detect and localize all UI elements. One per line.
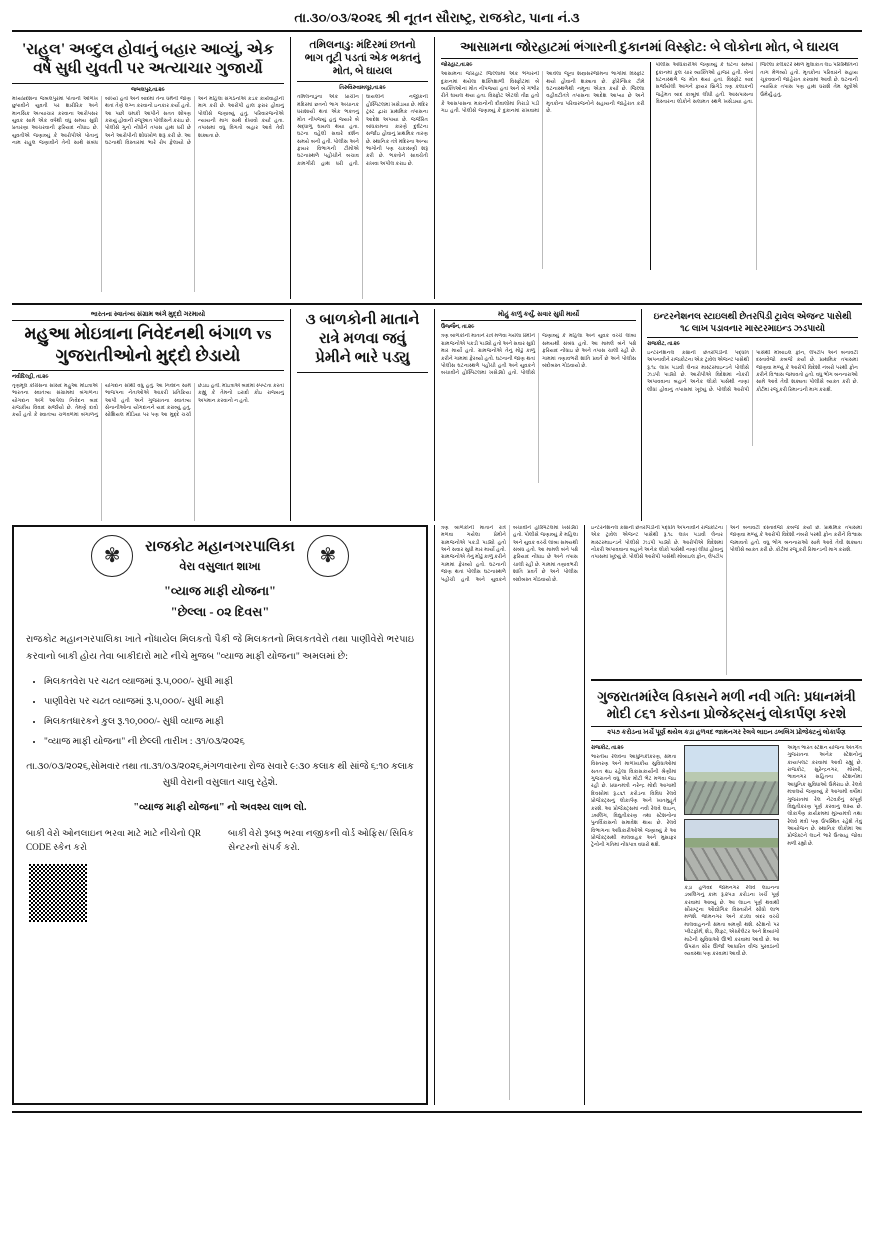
ad-online-payment-text: બાકી વેરો ઓનલાઇન ભરવા માટે માટે નીચેનો QR CODE સ્કેન કરો <box>26 827 202 853</box>
divider <box>297 372 428 373</box>
feature-text-col1: ભારતીય રેલવેના આધુનિકીકરણ, ક્ષમતા વિસ્તરણ અને માળખાકીય સુવિધાઓમાં સતત થઇ રહેલા વિકાસકાર્યોની શ્રેણીમાં ગુજરાતને વધુ એક મોટી ભેટ મળવા જઇ રહી છે. પ્રધાનમંત્રી નરેન્દ્ર મોદી આગામી દિવસોમાં રૂ.૮૬૧ કરોડના વિવિધ રેલવે પ્રોજેક્ટ્સનું લોકાર્પણ અને ખાતમુહૂર્ત કરશે. આ પ્રોજેક્ટ્સમાં નવી રેલવે લાઇન, ડબલિંગ, વિદ્યુતીકરણ તથા સ્ટેશનોના પુનર્વિકાસનો સમાવેશ થાય છે. રેલવે વિભાગના અધિકારીઓએ જણાવ્યું કે આ પ્રોજેક્ટ્સથી માલવાહક અને મુસાફર ટ્રેનોની ગતિમાં નોંધપાત્ર વધારો થશે. <box>591 753 677 849</box>
ad-org-name: રાજકોટ મહાનગરપાલિકા <box>145 538 295 555</box>
story-assam-byline: જોરહાટ,તા.૨૯ <box>441 62 473 69</box>
rmc-advertisement <box>12 525 428 1105</box>
rmc-logo-right-icon: ✾ <box>307 535 349 577</box>
story-rahul-text: મધ્યપ્રદેશના જબલપુરમાં પોતાની ઓળખ છુપાવીને યુવતી પર શારીરિક અને માનસિક અત્યાચાર કરવાના આરોપસર યુવક સામે એક વર્ષથી વધુ સમય સુધી પ્રતારણા આચરવાની ફરિયાદ નોંધાઇ છે. યુવતીએ જણાવ્યું કે આરોપીએ પોતાનું નામ રાહુલ જણાવીને તેની સાથે સંબંધ બાંધ્યો હતો અને બાદમાં તેના ધર્મની જાણ થતાં તેણે લગ્ન કરવાનો ઇનકાર કર્યો હતો. આ પછી ધમકી આપીને સતત શોષણ કરાયું હોવાની રજૂઆત પોલીસને કરાઇ છે. પોલીસે ગુનો નોંધીને તપાસ હાથ ધરી છે અને આરોપીની શોધખોળ શરૂ કરી છે. આ ઘટનાથી વિસ્તારમાં ભારે રોષ ફેલાયો છે અને મહિલા સંગઠનોએ કડક કાર્યવાહીની માગ કરી છે. આરોપી હાલ ફરાર હોવાનું પોલીસે જણાવ્યું હતું. પરિવારજનોએ ન્યાયની માગ સાથે દેખાવો કર્યા હતા. તપાસમાં વધુ વિગતો બહાર આવે તેવી શક્યતા છે. <box>12 95 284 146</box>
story-assam-text-cont: પોલીસ અધિકારીએ જણાવ્યું કે ઘટના સમયે દુકાનમાં કુલ ચાર વ્યક્તિઓ હાજર હતી. બેનાં ઘટનાસ્થળે જ મોત થયાં હતાં. વિસ્ફોટ બાદ સર્જાયેલી આગને ફાયર બ્રિગેડે ત્રણ કલાકની જહેમત બાદ કાબૂમાં લીધી હતી. આસપાસના વિસ્તારના લોકોને સલામત સ્થળે ખસેડાયા હતા. જિલ્લા કલેક્ટરે સ્થળ મુલાકાત લઇ પરિસ્થિતિનો તાગ મેળવ્યો હતો. મૃતકોના પરિવારને સહાય ચૂકવવાની જાહેરાત કરવામાં આવી છે. ઘટનાની ન્યાયિક તપાસ પણ હાથ ધરાશે તેમ સૂત્રોએ ઉમેર્યું હતું. <box>655 62 858 106</box>
story-rahul-headline: 'રાહુલ' અબ્દુલ હોવાનું બહાર આવ્યું, એક વર્ષ સુધી યુવતી પર અત્યાચાર ગુજાર્યો <box>22 41 274 78</box>
feature-rail-projects <box>584 525 862 1105</box>
story-temple-byline: તિરુવિરુવામલૂર,તા.૨૯ <box>339 85 386 92</box>
page-bottom-rule <box>12 1111 862 1113</box>
feature-headline: ગુજરાતમાંરેલ વિકાસને મળી નવી ગતિ: પ્રધાનમંત્રી મોદી ૮૬૧ કરોડના પ્રોજેક્ટ્સનું લોકાર્પણ કરશે <box>597 688 856 722</box>
story-ujjain-headline: ૩ બાળકોની માતાને રાત્રે મળવા જવું પ્રેમીને ભારે પડ્યુ <box>305 312 420 366</box>
ad-dept-name: વેરા વસુલાત શાખા <box>179 560 261 573</box>
story-ujjain-byline: ઉજ્જૈન, તા.૨૯ <box>441 324 475 331</box>
story-travel-byline: રાજકોટ, તા.૨૯ <box>647 340 680 347</box>
divider <box>12 303 862 305</box>
story-temple-headline: તમિલનાડુ: મંદિરમાં છતનો ભાગ તૂટી પડતાં એક ભક્તનું મોત, બે ઘાયલ <box>304 40 421 78</box>
ad-offline-payment-text: બાકી વેરો રૂબરૂ ભરવા નજીકની વોર્ડ ઓફિસ/ સિવિક સેન્ટરનો સંપર્ક કરો. <box>228 827 414 853</box>
ad-benefits-list <box>44 673 414 751</box>
center-continuation <box>434 525 584 1105</box>
feature-text-col3: અમૃત ભારત સ્ટેશન યોજના અંતર્ગત ગુજરાતના અનેક સ્ટેશનોનું કાયાપલટ કરવામાં આવી રહ્યું છે. રાજકોટ, સુરેન્દ્રનગર, મોરબી, ભાવનગર સહિતના સ્ટેશનોમાં આધુનિક સુવિધાઓ ઉમેરાઇ છે. રેલવે મંત્રાલયે જણાવ્યું કે આગામી વર્ષોમાં ગુજરાતમાં રેલ નેટવર્કનું સંપૂર્ણ વિદ્યુતીકરણ પૂર્ણ કરવાનું લક્ષ્ય છે. લોકાર્પણ કાર્યક્રમમાં મુખ્યમંત્રી તથા રેલવે મંત્રી પણ ઉપસ્થિત રહેશે તેવું આયોજન છે. સ્થાનિક લોકોમાં આ પ્રોજેક્ટને લઇને ભારે ઉત્સાહ જોવા મળી રહ્યો છે. <box>787 744 862 847</box>
story-mahua-text: તૃણમૂલ કોંગ્રેસના સાંસદ મહુઆ મોઇત્રાએ ભારતના સ્વાતંત્ર્ય સંગ્રામમાં બંગાળના યોગદાન અંગે આપેલા નિવેદન બાદ રાજકીય વિવાદ સર્જાયો છે. તેમણે દાવો કર્યો હતો કે સ્વાતંત્ર્ય ચળવળમાં બંગાળનું યોગદાન સૌથી વધુ હતું. આ નિવેદન સામે ભાજપના નેતાઓએ આકરી પ્રતિક્રિયા આપી હતી અને ગુજરાતના સ્વાતંત્ર્ય સેનાનીઓના યોગદાનને યાદ કરાવ્યું હતું. સોશિયલ મીડિયા પર પણ આ મુદ્દે ચર્ચા છેડાઇ હતી. મોઇત્રાએ બાદમાં સ્પષ્ટતા કરતાં કહ્યું કે તેમનો ઇરાદો કોઇ રાજ્યનું અપમાન કરવાનો ન હતો. <box>12 382 284 419</box>
story-assam-text: આસામના જોરહાટ જિલ્લામાં એક ભંગારની દુકાનમાં થયેલા શક્તિશાળી વિસ્ફોટમાં બે વ્યક્તિઓનાં મોત નીપજ્યાં હતાં અને બે ગંભીર રીતે ઘાયલ થયા હતા. વિસ્ફોટ એટલો તીવ્ર હતો કે આસપાસના મકાનોની દીવાલોમાં તિરાડો પડી ગઇ હતી. પોલીસે જણાવ્યું કે દુકાનમાં રાખવામાં આવેલા જૂના શસ્ત્રસરંજામના ભાગોમાં વિસ્ફોટ થયો હોવાની શક્યતા છે. ફોરેન્સિક ટીમે ઘટનાસ્થળેથી નમૂના એકત્ર કર્યા છે. જિલ્લા વહીવટીતંત્રે તપાસના આદેશ આપ્યા છે અને મૃતકોના પરિવારજનોને સહાયની જાહેરાત કરી છે. <box>441 71 645 115</box>
story-rahul <box>12 37 290 299</box>
story-mahua-headline: મહુઆ મોઇત્રાના નિવેદનથી બંગાળ vs ગુજરાતીઓનો મુદ્દો છેડાયો <box>24 324 272 365</box>
list-item: • મિલકતધારકને કુલ રૂ.૧૦,૦૦૦/- સુધી વ્યાજ માફી <box>44 713 414 732</box>
ad-intro-text: રાજકોટ મહાનગરપાલિકા ખાતે નોંધાયેલ મિલકતો પૈકી જે મિલકતનો મિલકતવેરો તથા પાણીવેરો ભરપાઇ કરવાનો બાકી હોય તેવા બાકીદારો માટે નીચે મુજબ "વ્યાજ માફી યોજના" અમલમાં છે: <box>26 633 414 662</box>
feature-body <box>591 741 862 1097</box>
divider <box>591 679 862 681</box>
story-temple-text: તમિલનાડુના એક પ્રાચીન મંદિરમાં છતનો ભાગ અચાનક ધરાશાયી થતાં એક ભક્તનું મોત નીપજ્યું હતું જ્યારે બે શ્રદ્ધાળુ ઘાયલ થયા હતા. ઘટના વહેલી સવારે દર્શન સમયે બની હતી. પોલીસ અને ફાયર વિભાગની ટીમોએ ઘટનાસ્થળે પહોંચીને બચાવ કામગીરી હાથ ધરી હતી. ઘાયલોને નજીકની હોસ્પિટલમાં ખસેડાયા છે. મંદિર ટ્રસ્ટ દ્વારા પ્રાથમિક તપાસના આદેશ અપાયા છે. જર્જરિત બાંધકામના કારણે દુર્ઘટના સર્જાઇ હોવાનું પ્રાથમિક તારણ છે. સ્થાનિક તંત્રે મંદિરના અન્ય ભાગોની પણ ચકાસણી શરૂ કરી છે. ભક્તોને સાવચેતી રાખવા અપીલ કરાઇ છે. <box>297 94 428 167</box>
story-mahua-strap: ભારતના સ્વાતંત્ર્ય સંગ્રામ અંગે મુદ્દો ગરમાયો <box>90 311 206 319</box>
story-ujjain-text-cont: ત્રણ બાળકોની માતાને રાત્રે મળવા ગયેલા પ્રેમીને ગ્રામજનોએ પકડી પાડ્યો હતો અને સવાર સુધી માર માર્યો હતો. ગ્રામજનોએ તેનું મોઢું કાળું કરીને ગામમાં ફેરવ્યો હતો. ઘટનાની જાણ થતાં પોલીસ ઘટનાસ્થળે પહોંચી હતી અને યુવકને બચાવીને હોસ્પિટલમાં ખસેડ્યો હતો. પોલીસે જણાવ્યું કે મહિલા અને યુવક વચ્ચે લાંબા સમયથી સંબંધ હતો. આ મામલે બંને પક્ષે ફરિયાદ નોંધાઇ છે અને તપાસ ચાલી રહી છે. ગામમાં તણાવભરી શાંતિ પ્રવર્તે છે અને પોલીસ બંદોબસ્ત ગોઠવાયો છે. <box>441 524 578 583</box>
mid-story-band <box>12 309 862 521</box>
top-story-band <box>12 37 862 299</box>
list-item: • મિલકતવેરા પર ચઢત વ્યાજમાં રૂ.૫,૦૦૦/- સુધી માફી <box>44 673 414 692</box>
story-rahul-byline: જબલપુર,તા.૨૯ <box>131 86 165 93</box>
story-travel-agent <box>641 309 858 521</box>
railway-station-photo <box>684 745 779 815</box>
story-travel-text: ઇન્ટરનેશનલ કક્ષાની છેતરપિંડીની પદ્ધતિ અપનાવીને રાજકોટના એક ટ્રાવેલ એજન્ટ પાસેથી રૂ.૧૮ લાખ પડાવી લેનાર માસ્ટરમાઇન્ડને પોલીસે ઝડપી પાડ્યો છે. આરોપીએ વિદેશમાં નોકરી અપાવવાના બહાને અનેક લોકો પાસેથી નાણાં લીધાં હોવાનું તપાસમાં ખૂલ્યું છે. પોલીસે આરોપી પાસેથી મોબાઇલ ફોન, લેપટોપ અને બનાવટી દસ્તાવેજો કબજે કર્યા છે. પ્રાથમિક તપાસમાં જાણવા મળ્યું કે આરોપી વિદેશી નંબરો પરથી ફોન કરીને વિશ્વાસ જમાવતો હતો. વધુ ભોગ બનનારાઓ સામે આવે તેવી શક્યતા પોલીસે વ્યક્ત કરી છે. કોર્ટમાં રજૂ કરી રિમાન્ડની માગ કરાશે. <box>647 349 858 393</box>
railway-platform-photo <box>684 819 779 881</box>
ad-footer <box>26 826 414 925</box>
story-temple <box>290 37 434 299</box>
ad-tagline: "છેલ્લા - ૦૨ દિવસ" <box>170 604 270 619</box>
story-travel-text-cont: ઇન્ટરનેશનલ કક્ષાની છેતરપિંડીની પદ્ધતિ અપનાવીને રાજકોટના એક ટ્રાવેલ એજન્ટ પાસેથી રૂ.૧૮ લાખ પડાવી લેનાર માસ્ટરમાઇન્ડને પોલીસે ઝડપી પાડ્યો છે. આરોપીએ વિદેશમાં નોકરી અપાવવાના બહાને અનેક લોકો પાસેથી નાણાં લીધાં હોવાનું તપાસમાં ખૂલ્યું છે. પોલીસે આરોપી પાસેથી મોબાઇલ ફોન, લેપટોપ અને બનાવટી દસ્તાવેજો કબજે કર્યા છે. પ્રાથમિક તપાસમાં જાણવા મળ્યું કે આરોપી વિદેશી નંબરો પરથી ફોન કરીને વિશ્વાસ જમાવતો હતો. વધુ ભોગ બનનારાઓ સામે આવે તેવી શક્યતા પોલીસે વ્યક્ત કરી છે. કોર્ટમાં રજૂ કરી રિમાન્ડની માગ કરાશે. <box>591 524 862 561</box>
advertisement-wrap <box>12 525 434 1105</box>
feature-text-col2: કડ઼ા હળવદ જામનગર રેલવે લાઇનના ડબલિંગનું કામ રૂ.૨૫૭ કરોડના ખર્ચે પૂર્ણ કરવામાં આવ્યું છે. આ લાઇન પૂર્ણ થવાથી સૌરાષ્ટ્રના ઔદ્યોગિક વિસ્તારોને સીધો લાભ મળશે. જામનગર અને કંડલા બંદર વચ્ચે માલવાહનની ક્ષમતા બમણી થશે. સ્ટેશનો પર પ્લેટફોર્મ, શેડ, લિફ્ટ, એસ્કેલેટર અને દિવ્યાંગો માટેની સુવિધાઓ ઊભી કરવામાં આવી છે. આ ઉપરાંત સૌર ઊર્જા આધારિત વીજ પુરવઠાની વ્યવસ્થા પણ કરવામાં આવી છે. <box>684 884 780 958</box>
list-item: • "વ્યાજ માફી યોજના" ની છેલ્લી તારીખ : ૩૧/૦૩/૨૦૨૬ <box>44 733 414 752</box>
story-travel-headline: ઇન્ટરનેશનલ સ્ટાઇલથી છેતરપિંડી ટ્રાવેલ એજન્ટ પાસેથી ૧૮ લાખ પડાવનાર માસ્ટરમાઇન્ડ ઝડપાયો <box>653 311 852 333</box>
ad-scheme-title: "વ્યાજ માફી યોજના" <box>163 583 276 598</box>
qr-code-icon[interactable] <box>26 861 90 925</box>
story-mahua <box>12 309 290 521</box>
feature-byline: રાજકોટ, તા.૨૯ <box>591 744 624 751</box>
ad-call-to-action: "વ્યાજ માફી યોજના" નો અવશ્ય લાભ લો. <box>133 801 307 813</box>
ad-header <box>26 535 414 577</box>
story-mahua-byline: નવીદિલ્હી, તા.૨૯ <box>12 373 49 380</box>
lower-band <box>12 525 862 1105</box>
feature-strap: ૨૫૭ કરોડના ખર્ચે પૂર્ણ થયેલ કડ઼ા હળવદ જામનગર રેલવે લાઇન ડબલિંગ પ્રોજેક્ટનું લોકાર્પણ <box>607 728 846 736</box>
page-masthead: તા.૩૦/૦૩/૨૦૨૬ શ્રી નૂતન સૌરાષ્ટ્ર, રાજકોટ, પાના નં.૩ <box>12 10 862 32</box>
mid-right-group <box>434 309 858 521</box>
story-ujjain-text: ત્રણ બાળકોની માતાને રાત્રે મળવા ગયેલા પ્રેમીને ગ્રામજનોએ પકડી પાડ્યો હતો અને સવાર સુધી માર માર્યો હતો. ગ્રામજનોએ તેનું મોઢું કાળું કરીને ગામમાં ફેરવ્યો હતો. ઘટનાની જાણ થતાં પોલીસ ઘટનાસ્થળે પહોંચી હતી અને યુવકને બચાવીને હોસ્પિટલમાં ખસેડ્યો હતો. પોલીસે જણાવ્યું કે મહિલા અને યુવક વચ્ચે લાંબા સમયથી સંબંધ હતો. આ મામલે બંને પક્ષે ફરિયાદ નોંધાઇ છે અને તપાસ ચાલી રહી છે. ગામમાં તણાવભરી શાંતિ પ્રવર્તે છે અને પોલીસ બંદોબસ્ત ગોઠવાયો છે. <box>441 333 637 377</box>
ad-timing-note: તા.૩૦/૦૩/૨૦૨૬,સોમવાર તથા તા.૩૧/૦૩/૨૦૨૬,મંગળવારના રોજ સવારે ૯:૩૦ કલાક થી સાંજે ૬:૧૦ કલાક સુધી વેરાની વસુલાત ચાલુ રહેશે. <box>26 761 414 788</box>
story-ujjain-strap: મોહું કાળું કર્યું, સવાર સુધી માર્યો <box>497 311 580 319</box>
story-ujjain <box>290 309 434 521</box>
rmc-logo-left-icon: ✾ <box>91 535 133 577</box>
list-item: • પાણીવેરા પર ચઢત વ્યાજમાં રૂ.૫,૦૦૦/- સુધી માફી <box>44 693 414 712</box>
story-ujjain-body <box>441 309 641 521</box>
story-assam <box>434 37 858 299</box>
story-assam-headline: આસામના જોરહાટમાં ભંગારની દુકાનમાં વિસ્ફોટ: બે લોકોના મોત, બે ઘાયલ <box>460 39 839 54</box>
